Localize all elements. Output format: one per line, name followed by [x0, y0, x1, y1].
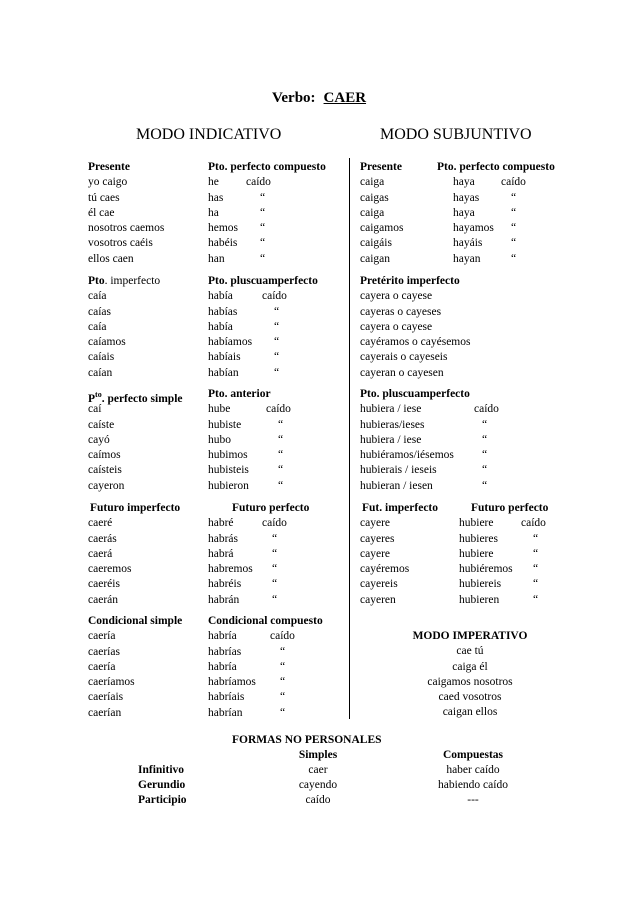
participio-compuesto: ---: [467, 794, 479, 806]
conj-row: caíais: [88, 351, 115, 364]
ditto-mark: “: [482, 464, 488, 477]
aux: has: [208, 191, 224, 204]
aux: hubieron: [208, 479, 249, 492]
ditto-mark: “: [278, 479, 284, 492]
aux: hubiere: [459, 517, 494, 530]
aux: hubo: [208, 433, 231, 446]
gerundio-label: Gerundio: [138, 779, 186, 791]
aux: hubiereis: [459, 578, 502, 591]
conj-row: caerás: [88, 532, 117, 545]
conj-row: caí: [88, 403, 102, 416]
participle: caído: [474, 403, 499, 416]
aux: hubimos: [208, 449, 248, 462]
ditto-mark: “: [260, 206, 266, 219]
conj-row: cayeron: [88, 479, 125, 492]
sub-preterito-imperfecto: [360, 274, 560, 381]
conj-row: caigas: [360, 191, 389, 204]
conj-row: caeremos: [88, 563, 132, 576]
infinitivo-label: Infinitivo: [138, 764, 185, 776]
conj-row: cayó: [88, 433, 110, 446]
ind-futuro-perfecto: [208, 501, 348, 608]
infinitivo-compuesto: haber caído: [446, 764, 500, 776]
conj-row: caíamos: [88, 336, 126, 349]
compuestas-heading: Compuestas: [442, 749, 504, 761]
conj-row: cayeres: [360, 532, 395, 545]
aux: habré: [208, 517, 234, 530]
sub-futuro-perfecto: [459, 501, 589, 608]
aux: hubierais / ieseis: [360, 464, 437, 477]
participle: caído: [266, 403, 291, 416]
participle: caído: [501, 176, 526, 189]
aux: han: [208, 252, 225, 265]
participio-label: Participio: [138, 794, 187, 806]
aux: hubiere: [459, 547, 494, 560]
aux: hayáis: [453, 237, 483, 250]
aux: he: [208, 176, 219, 189]
ditto-mark: “: [278, 464, 284, 477]
ditto-mark: “: [482, 433, 488, 446]
aux: haya: [453, 176, 475, 189]
ditto-mark: “: [278, 449, 284, 462]
conj-row: ellos caen: [88, 252, 134, 265]
conj-row: cayéremos: [360, 563, 410, 576]
aux: hayas: [453, 191, 480, 204]
aux: hubiste: [208, 418, 242, 431]
ind-imperfecto: [88, 274, 198, 381]
aux: habías: [208, 305, 238, 318]
ind-imperfecto-heading: Pto. imperfecto: [88, 275, 161, 287]
ditto-mark: “: [482, 449, 488, 462]
ditto-mark: “: [482, 418, 488, 431]
ind-perfecto-compuesto-heading: Pto. perfecto compuesto: [208, 161, 326, 173]
gerundio-simple: cayendo: [298, 779, 338, 791]
modo-subjuntivo-heading: MODO SUBJUNTIVO: [380, 126, 532, 143]
aux: habíais: [208, 351, 241, 364]
ditto-mark: “: [280, 706, 286, 719]
aux: habremos: [208, 563, 253, 576]
aux: hubieras/ieses: [360, 418, 425, 431]
ditto-mark: “: [511, 222, 517, 235]
conj-row: caímos: [88, 449, 121, 462]
ind-perfecto-simple-heading: $P^{to}$. perfecto simple: [88, 390, 183, 405]
aux: ha: [208, 206, 219, 219]
simples-heading: Simples: [298, 749, 338, 761]
conj-row: caería: [88, 630, 116, 643]
ditto-mark: “: [260, 191, 266, 204]
aux: habrías: [208, 645, 242, 658]
ditto-mark: “: [280, 691, 286, 704]
ind-presente-heading: Presente: [88, 161, 130, 173]
aux: hubiéremos: [459, 563, 513, 576]
ditto-mark: “: [260, 222, 266, 235]
participle: caído: [262, 290, 287, 303]
ind-perfecto-compuesto: [208, 160, 348, 267]
conj-row: caigáis: [360, 237, 392, 250]
sub-futuro-perfecto-heading: Futuro perfecto: [471, 502, 549, 514]
ind-condicional-compuesto-heading: Condicional compuesto: [208, 615, 323, 627]
conj-row: caían: [88, 366, 113, 379]
conj-row: caigan: [360, 252, 391, 265]
aux: habríais: [208, 691, 245, 704]
conj-row: caiga: [360, 206, 385, 219]
conj-row: caería: [88, 660, 116, 673]
column-divider: [349, 158, 350, 719]
aux: haya: [453, 206, 475, 219]
ind-anterior: [208, 387, 348, 494]
modo-imperativo-heading: MODO IMPERATIVO: [412, 630, 528, 642]
conj-row: caerías: [88, 645, 120, 658]
imperativo-row: caigamos nosotros: [427, 675, 513, 688]
aux: habrían: [208, 706, 243, 719]
ditto-mark: “: [482, 479, 488, 492]
sub-pluscuamperfecto-heading: Pto. pluscuamperfecto: [360, 388, 470, 400]
conj-row: él cae: [88, 206, 115, 219]
infinitivo-simple: caer: [308, 764, 328, 776]
sub-presente-heading: Presente: [360, 161, 402, 173]
conj-row: cayere: [360, 547, 390, 560]
sub-presente: [360, 160, 440, 267]
modo-indicativo-heading: MODO INDICATIVO: [136, 126, 282, 143]
ditto-mark: “: [511, 252, 517, 265]
ind-pluscuamperfecto: [208, 274, 348, 381]
aux: habrán: [208, 593, 240, 606]
page-title: [0, 90, 638, 107]
sub-pluscuamperfecto: [360, 387, 560, 494]
conj-row: cayera o cayese: [360, 320, 433, 333]
ditto-mark: “: [533, 532, 539, 545]
modo-imperativo: [360, 629, 580, 721]
ditto-mark: “: [260, 252, 266, 265]
ind-condicional-simple: [88, 614, 206, 721]
conj-row: caeré: [88, 517, 113, 530]
conj-row: yo caigo: [88, 176, 128, 189]
ind-pluscuamperfecto-heading: Pto. pluscuamperfecto: [208, 275, 318, 287]
aux: habrá: [208, 547, 234, 560]
participle: caído: [270, 630, 295, 643]
gerundio-compuesto: habiendo caído: [438, 779, 508, 791]
sub-perfecto-compuesto-heading: Pto. perfecto compuesto: [437, 161, 555, 173]
ditto-mark: “: [274, 320, 280, 333]
ditto-mark: “: [278, 433, 284, 446]
ditto-mark: “: [280, 660, 286, 673]
ditto-mark: “: [280, 645, 286, 658]
ditto-mark: “: [272, 578, 278, 591]
aux: había: [208, 290, 233, 303]
conj-row: caerán: [88, 593, 118, 606]
formas-no-personales-heading: FORMAS NO PERSONALES: [232, 734, 382, 746]
verb-name: CAER: [323, 90, 367, 106]
conj-row: caerían: [88, 706, 122, 719]
aux: habréis: [208, 578, 242, 591]
aux: hube: [208, 403, 231, 416]
ditto-mark: “: [511, 191, 517, 204]
conj-row: tú caes: [88, 191, 120, 204]
aux: hemos: [208, 222, 239, 235]
conj-row: cayeras o cayeses: [360, 305, 442, 318]
conj-row: cayeran o cayesen: [360, 366, 444, 379]
ind-futuro-imperfecto: [90, 501, 205, 608]
ditto-mark: “: [274, 351, 280, 364]
conj-row: caísteis: [88, 464, 122, 477]
aux: habríamos: [208, 676, 256, 689]
conj-row: caíste: [88, 418, 115, 431]
conj-row: caía: [88, 290, 107, 303]
conj-row: caiga: [360, 176, 385, 189]
ind-perfecto-simple: [88, 387, 208, 494]
ditto-mark: “: [533, 547, 539, 560]
imperativo-row: cae tú: [456, 645, 484, 658]
participle: caído: [262, 517, 287, 530]
conj-row: caeríamos: [88, 676, 135, 689]
conj-row: caerá: [88, 547, 113, 560]
conj-row: vosotros caéis: [88, 237, 153, 250]
ditto-mark: “: [511, 206, 517, 219]
ditto-mark: “: [533, 578, 539, 591]
aux: hayan: [453, 252, 481, 265]
conj-row: cayeren: [360, 593, 396, 606]
participio-simple: caído: [305, 794, 331, 806]
aux: habéis: [208, 237, 238, 250]
ind-presente: [88, 160, 198, 267]
conj-row: cayéramos o cayésemos: [360, 336, 471, 349]
conj-row: caigamos: [360, 222, 404, 235]
conj-row: cayere: [360, 517, 390, 530]
imperativo-row: caiga él: [452, 660, 488, 673]
aux: hubieran / iesen: [360, 479, 433, 492]
aux: hubieren: [459, 593, 500, 606]
aux: habría: [208, 660, 237, 673]
ditto-mark: “: [272, 593, 278, 606]
conj-row: cayera o cayese: [360, 290, 433, 303]
aux: hubiéramos/iésemos: [360, 449, 454, 462]
ind-condicional-compuesto: [208, 614, 348, 721]
ditto-mark: “: [272, 547, 278, 560]
ditto-mark: “: [272, 532, 278, 545]
conj-row: caías: [88, 305, 111, 318]
conj-row: caía: [88, 320, 107, 333]
aux: hubieres: [459, 532, 498, 545]
sub-preterito-imperfecto-heading: Pretérito imperfecto: [360, 275, 460, 287]
ditto-mark: “: [533, 593, 539, 606]
ditto-mark: “: [533, 563, 539, 576]
ditto-mark: “: [280, 676, 286, 689]
ditto-mark: “: [274, 305, 280, 318]
conj-row: nosotros caemos: [88, 222, 165, 235]
sub-perfecto-compuesto: [437, 160, 587, 267]
sub-futuro-imperfecto-heading: Fut. imperfecto: [362, 502, 438, 514]
imperativo-row: caigan ellos: [442, 706, 498, 719]
ditto-mark: “: [278, 418, 284, 431]
ditto-mark: “: [274, 366, 280, 379]
ditto-mark: “: [260, 237, 266, 250]
ditto-mark: “: [511, 237, 517, 250]
aux: hubiera / iese: [360, 403, 422, 416]
conj-row: cayerais o cayeseis: [360, 351, 448, 364]
aux: habían: [208, 366, 239, 379]
participle: caído: [521, 517, 546, 530]
imperativo-row: caed vosotros: [438, 691, 502, 704]
conj-row: cayereis: [360, 578, 398, 591]
ditto-mark: “: [272, 563, 278, 576]
aux: habría: [208, 630, 237, 643]
ditto-mark: “: [274, 336, 280, 349]
conj-row: caeríais: [88, 691, 124, 704]
aux: había: [208, 320, 233, 333]
ind-futuro-perfecto-heading: Futuro perfecto: [232, 502, 310, 514]
ind-condicional-simple-heading: Condicional simple: [88, 615, 183, 627]
aux: hayamos: [453, 222, 494, 235]
conj-row: caeréis: [88, 578, 120, 591]
ind-anterior-heading: Pto. anterior: [208, 388, 271, 400]
sub-futuro-imperfecto: [362, 501, 462, 608]
aux: habrás: [208, 532, 239, 545]
ind-futuro-imperfecto-heading: Futuro imperfecto: [90, 502, 181, 514]
aux: hubisteis: [208, 464, 249, 477]
participle: caído: [246, 176, 271, 189]
aux: habíamos: [208, 336, 253, 349]
aux: hubiera / iese: [360, 433, 422, 446]
title-label: Verbo:: [271, 90, 316, 106]
